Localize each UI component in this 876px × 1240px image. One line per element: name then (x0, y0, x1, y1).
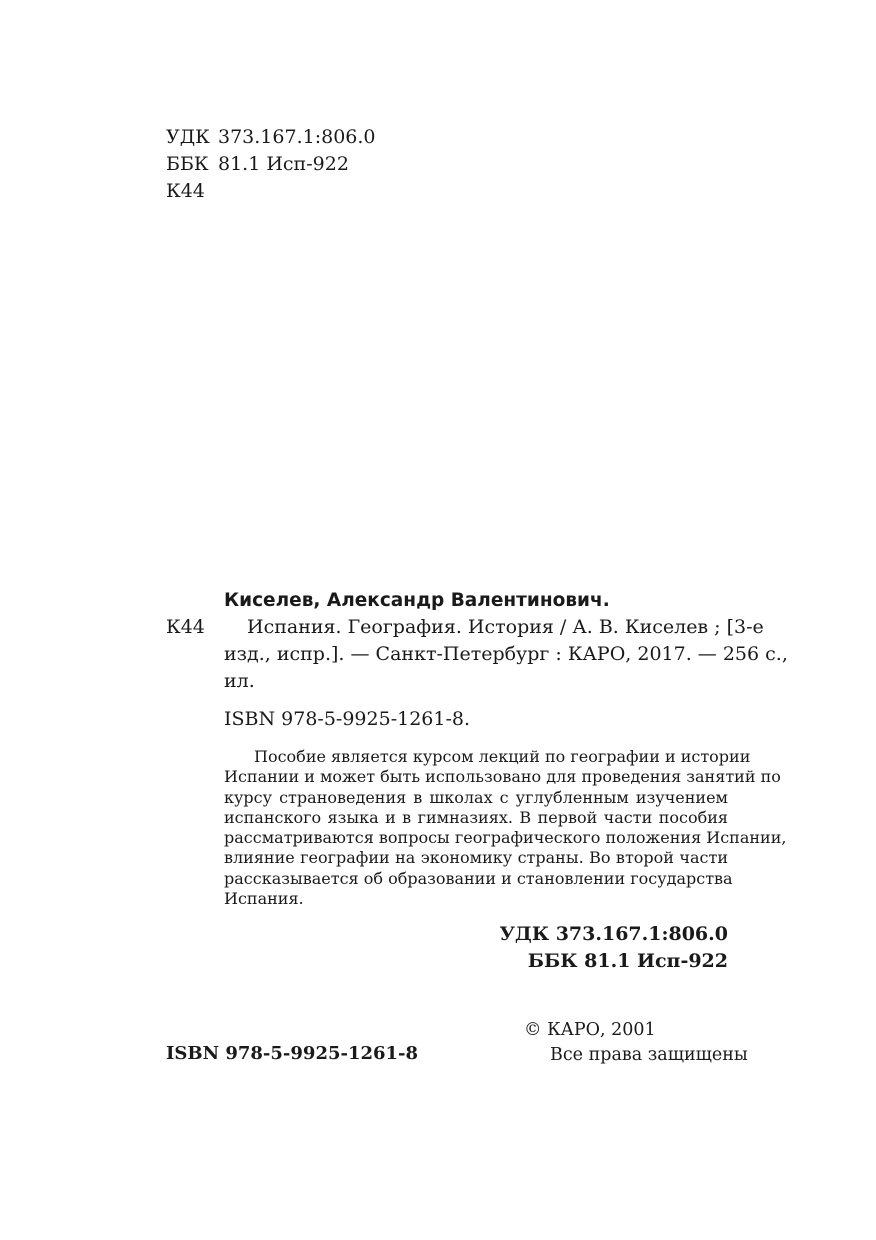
author-mark-top: К44 (166, 180, 205, 202)
annotation-line: рассматриваются вопросы географического положения Испании, (224, 828, 787, 848)
bbk-value: 81.1 Исп-922 (218, 153, 349, 175)
biblio-line-2: изд., испр.]. — Санкт-Петербург : КАРО, 2017. — 256 с., (224, 643, 788, 665)
annotation-line: испанского языка и в гимназиях. В первой части пособия (224, 807, 728, 827)
udk-row (166, 124, 376, 151)
udk-value: 373.167.1:806.0 (218, 126, 376, 148)
author-mark-left: К44 (166, 616, 205, 638)
author-heading: Киселев, Александр Валентинович. (224, 590, 610, 611)
copyright-line: © КАРО, 2001 (524, 1020, 656, 1040)
top-classification-block (166, 124, 376, 205)
bbk-row (166, 151, 376, 178)
annotation-line: рассказывается об образовании и становлении государства (224, 868, 733, 888)
annotation-line: Испания. (224, 889, 304, 909)
annotation-line: Пособие является курсом лекций по географии и истории (254, 747, 751, 766)
copyright-block (524, 1018, 748, 1068)
classification-codes-right (500, 921, 729, 975)
annotation-line: влияние географии на экономику страны. Во второй части (224, 848, 728, 868)
biblio-line-1: Испания. География. История / А. В. Киселев ; [3-е (247, 616, 764, 638)
isbn-bottom: ISBN 978-5-9925-1261-8 (166, 1043, 419, 1064)
biblio-line-3: ил. (224, 670, 255, 692)
annotation-line: Испании и может быть использовано для проведения занятий по (224, 767, 781, 787)
isbn-line: ISBN 978-5-9925-1261-8. (224, 708, 471, 730)
annotation-line: курсу страноведения в школах с углубленным изучением (224, 787, 728, 807)
bbk-label: ББК (166, 153, 209, 175)
bibliographic-description (224, 614, 788, 695)
rights-reserved-line: Все права защищены (550, 1045, 748, 1065)
udk-label: УДК (166, 126, 210, 148)
udk-code-bold: УДК 373.167.1:806.0 (499, 923, 728, 945)
bbk-code-bold: ББК 81.1 Исп-922 (527, 950, 728, 972)
annotation (224, 747, 787, 909)
